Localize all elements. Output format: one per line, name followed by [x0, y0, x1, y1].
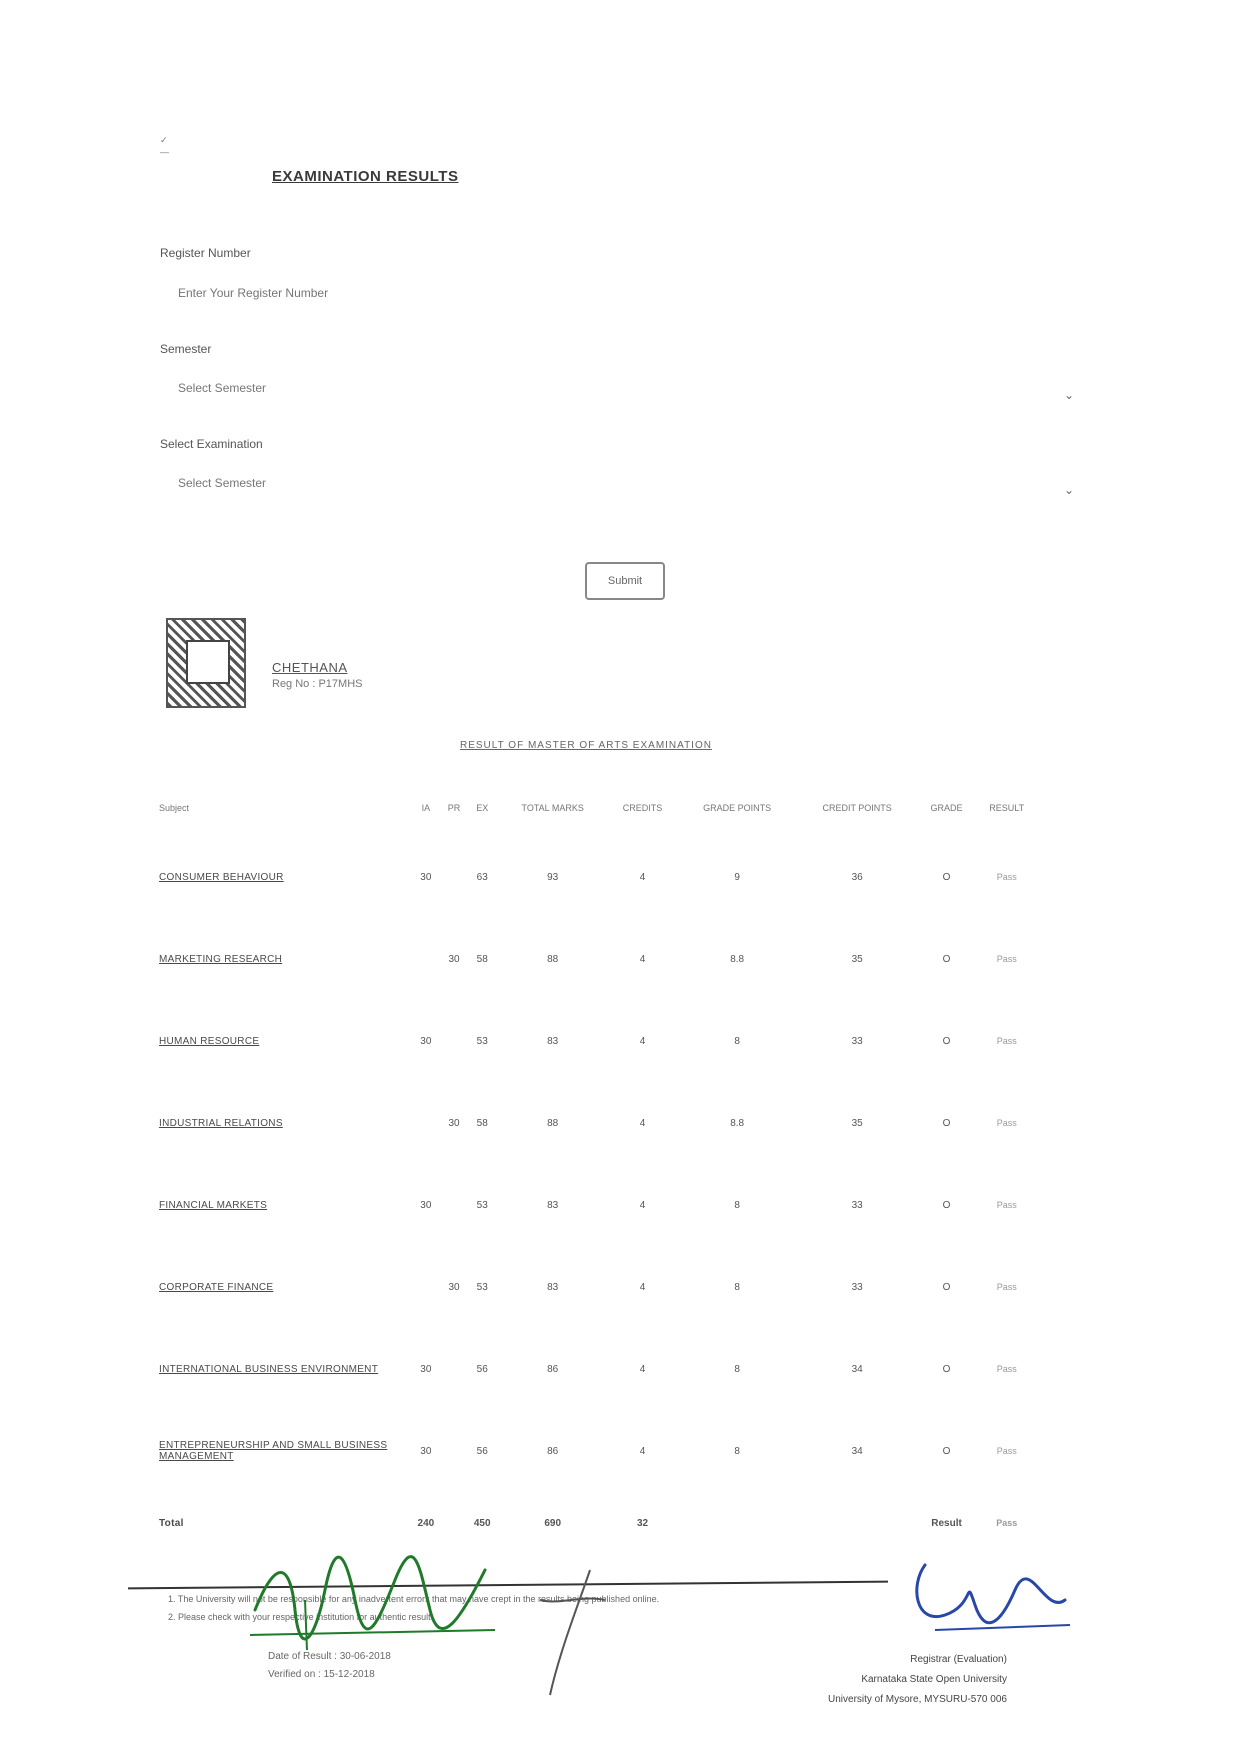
student-reg-no: Reg No : P17MHS [272, 678, 363, 690]
total-credits: 32 [636, 1517, 649, 1529]
result-date: Date of Result : 30-06-2018 [268, 1651, 391, 1662]
examination-select-value: Select Semester [178, 476, 267, 490]
subject-cell: ENTREPRENEURSHIP AND SMALL BUSINESS MANAGEMENT [159, 1440, 388, 1462]
gp-cell: 9 [734, 871, 740, 883]
verified-date: Verified on : 15-12-2018 [268, 1669, 375, 1680]
result-cell: Pass [996, 954, 1017, 964]
logo-emblem-icon [186, 640, 230, 684]
gp-cell: 8 [734, 1035, 740, 1047]
student-name: CHETHANA [272, 660, 348, 675]
registrar-university: Karnataka State Open University [861, 1674, 1007, 1685]
footer-note-2: 2. Please check with your respective institution for authentic result. [168, 1612, 434, 1622]
pr-cell [442, 836, 467, 918]
submit-button[interactable]: Submit [585, 562, 665, 600]
pr-cell [442, 1328, 467, 1410]
col-result: RESULT [989, 803, 1025, 813]
col-credits: CREDITS [622, 803, 663, 813]
subject-cell: INDUSTRIAL RELATIONS [159, 1117, 283, 1129]
table-row [158, 836, 1038, 918]
col-pr: PR [447, 803, 461, 813]
signature-right [905, 1545, 1075, 1645]
pr-cell [442, 1164, 467, 1246]
col-credit-points: CREDIT POINTS [822, 803, 892, 813]
credits-cell: 4 [639, 871, 646, 883]
grade-cell: O [942, 871, 951, 883]
subject-cell: INTERNATIONAL BUSINESS ENVIRONMENT [159, 1363, 379, 1375]
subject-cell: CONSUMER BEHAVIOUR [159, 871, 284, 883]
ia-cell: 30 [420, 871, 432, 883]
pr-cell: 30 [448, 953, 460, 965]
cp-cell: 34 [851, 1445, 863, 1457]
ex-cell: 56 [476, 1363, 488, 1375]
table-row [158, 1164, 1038, 1246]
ia-cell: 30 [420, 1445, 432, 1457]
result-cell: Pass [996, 1200, 1017, 1210]
subject-cell: FINANCIAL MARKETS [159, 1199, 268, 1211]
table-row [158, 918, 1038, 1000]
gp-cell: 8 [734, 1281, 740, 1293]
grade-cell: O [942, 1363, 951, 1375]
ia-cell: 30 [420, 1363, 432, 1375]
total-result: Pass [996, 1518, 1018, 1528]
table-row [158, 1000, 1038, 1082]
total-ex: 450 [473, 1517, 491, 1529]
registrar-address: University of Mysore, MYSURU-570 006 [828, 1694, 1007, 1705]
cp-cell: 33 [851, 1281, 863, 1293]
col-total: TOTAL MARKS [521, 803, 584, 813]
total-cell: 83 [547, 1281, 559, 1293]
university-logo [166, 618, 246, 708]
grade-cell: O [942, 953, 951, 965]
grade-cell: O [942, 1117, 951, 1129]
credits-cell: 4 [639, 1117, 646, 1129]
ex-cell: 58 [476, 953, 488, 965]
ex-cell: 58 [476, 1117, 488, 1129]
register-label: Register Number [160, 246, 251, 260]
examination-select[interactable] [160, 468, 1080, 498]
exam-label: Select Examination [160, 437, 263, 451]
chevron-down-icon: ⌄ [1063, 388, 1074, 402]
result-cell: Pass [996, 1364, 1017, 1374]
total-grade-label: Result [931, 1517, 962, 1529]
table-row [158, 1410, 1038, 1492]
ex-cell: 56 [476, 1445, 488, 1457]
credits-cell: 4 [639, 1035, 646, 1047]
table-row [158, 1246, 1038, 1328]
register-number-input[interactable] [160, 278, 1080, 308]
credits-cell: 4 [639, 953, 646, 965]
ex-cell: 53 [476, 1199, 488, 1211]
registrar-title: Registrar (Evaluation) [910, 1654, 1007, 1665]
credits-cell: 4 [639, 1199, 646, 1211]
cp-cell: 36 [851, 871, 863, 883]
col-ia: IA [421, 803, 431, 813]
registrar-block [828, 1650, 1007, 1710]
corner-mark: ✓ — [160, 135, 169, 157]
ia-cell: 30 [420, 1199, 432, 1211]
result-cell: Pass [996, 1282, 1017, 1292]
total-ia: 240 [417, 1517, 435, 1529]
grade-cell: O [942, 1199, 951, 1211]
pr-cell: 30 [448, 1281, 460, 1293]
signature-slash [520, 1560, 610, 1700]
semester-select-value: Select Semester [178, 381, 267, 395]
subject-cell: CORPORATE FINANCE [159, 1281, 274, 1293]
gp-cell: 8 [734, 1363, 740, 1375]
subject-cell: HUMAN RESOURCE [159, 1035, 260, 1047]
total-cell: 86 [547, 1363, 559, 1375]
result-cell: Pass [996, 1036, 1017, 1046]
ia-cell [410, 1082, 442, 1164]
ex-cell: 53 [476, 1281, 488, 1293]
col-grade-points: GRADE POINTS [703, 803, 772, 813]
cp-cell: 35 [851, 953, 863, 965]
chevron-down-icon: ⌄ [1063, 483, 1074, 497]
result-cell: Pass [996, 1446, 1017, 1456]
table-row [158, 1082, 1038, 1164]
credits-cell: 4 [639, 1445, 646, 1457]
table-header-row [158, 780, 1038, 836]
pr-cell [442, 1410, 467, 1492]
grade-cell: O [942, 1035, 951, 1047]
col-grade: GRADE [930, 803, 963, 813]
gp-cell: 8.8 [730, 1117, 745, 1129]
cp-cell: 33 [851, 1199, 863, 1211]
marks-table [158, 780, 1038, 1554]
footer-divider [128, 1581, 888, 1590]
pr-cell: 30 [448, 1117, 460, 1129]
col-ex: EX [476, 803, 489, 813]
total-cell: 88 [547, 1117, 559, 1129]
result-cell: Pass [996, 872, 1017, 882]
col-subject: Subject [159, 803, 190, 813]
gp-cell: 8.8 [730, 953, 745, 965]
ia-cell: 30 [420, 1035, 432, 1047]
subject-cell: MARKETING RESEARCH [159, 953, 283, 965]
ex-cell: 53 [476, 1035, 488, 1047]
total-cell: 88 [547, 953, 559, 965]
semester-label: Semester [160, 342, 212, 356]
ia-cell [410, 918, 442, 1000]
marksheet-heading: RESULT OF MASTER OF ARTS EXAMINATION [460, 740, 712, 751]
credits-cell: 4 [639, 1281, 646, 1293]
footer-dates [268, 1648, 391, 1684]
pr-cell [442, 1000, 467, 1082]
semester-select[interactable] [160, 373, 1080, 403]
page-title: EXAMINATION RESULTS [272, 168, 459, 185]
total-marks: 690 [544, 1517, 562, 1529]
ia-cell [410, 1246, 442, 1328]
ex-cell: 63 [476, 871, 488, 883]
footer-note-1: 1. The University will not be responsible for any inadvertent errors that may have crept in the results being published online. [168, 1594, 660, 1604]
total-cell: 83 [547, 1035, 559, 1047]
total-cell: 93 [547, 871, 559, 883]
table-row [158, 1328, 1038, 1410]
total-cell: 83 [547, 1199, 559, 1211]
credits-cell: 4 [639, 1363, 646, 1375]
cp-cell: 35 [851, 1117, 863, 1129]
signature-left [245, 1540, 505, 1650]
gp-cell: 8 [734, 1199, 740, 1211]
gp-cell: 8 [734, 1445, 740, 1457]
grade-cell: O [942, 1445, 951, 1457]
result-cell: Pass [996, 1118, 1017, 1128]
total-cell: 86 [547, 1445, 559, 1457]
total-label: Total [159, 1517, 184, 1529]
grade-cell: O [942, 1281, 951, 1293]
cp-cell: 34 [851, 1363, 863, 1375]
cp-cell: 33 [851, 1035, 863, 1047]
